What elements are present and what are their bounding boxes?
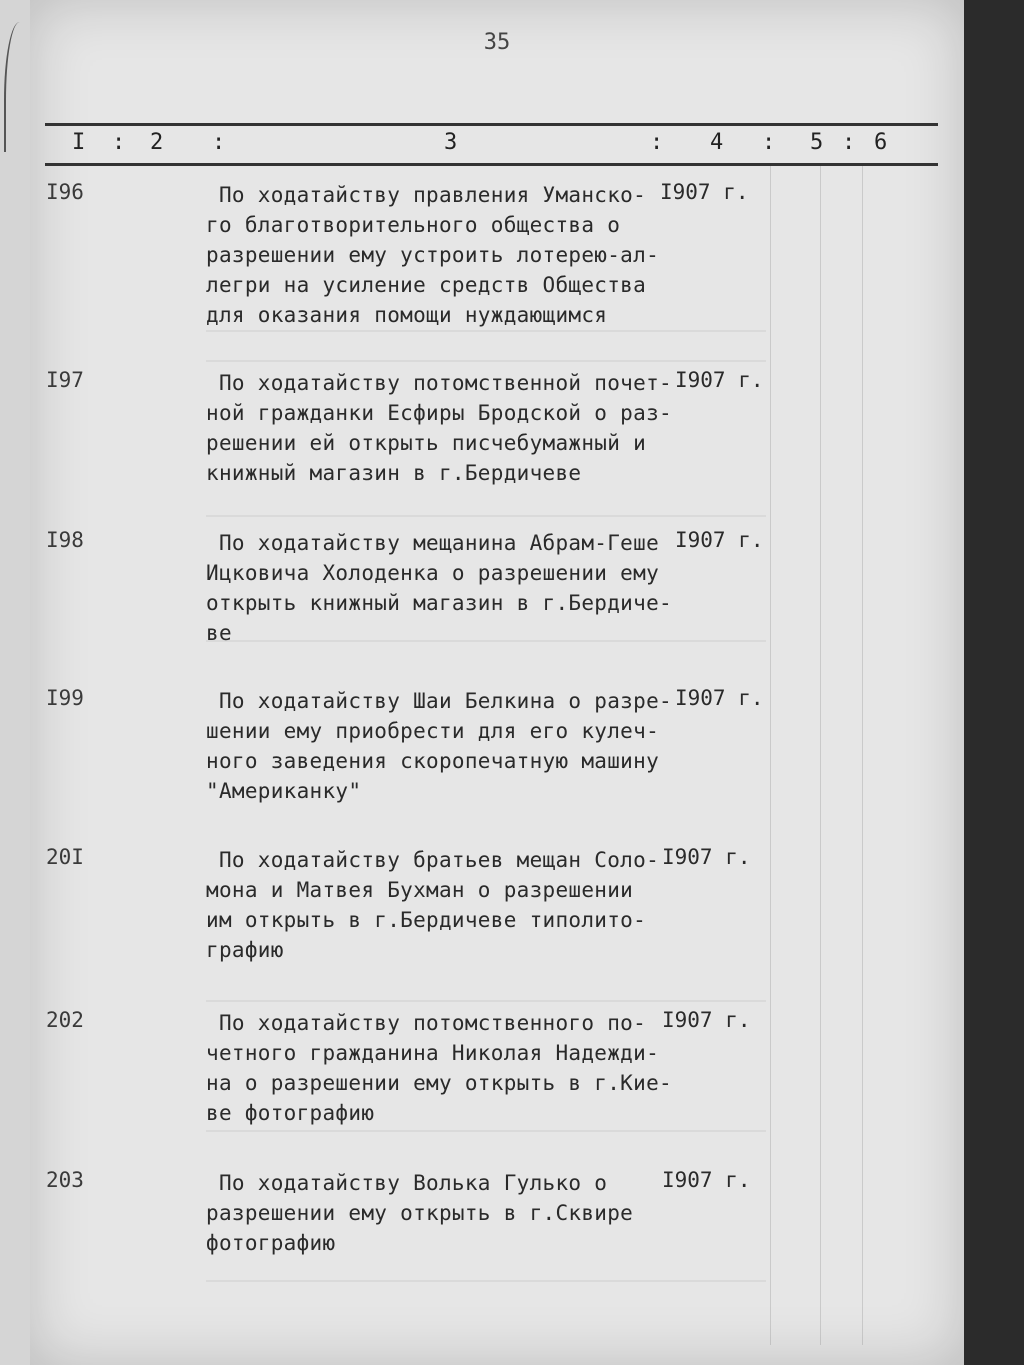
entry-text-line: легри на усиление средств Общества: [206, 273, 647, 297]
entry-text-line: го благотворительного общества о: [206, 213, 621, 237]
entry-number: I97: [46, 368, 84, 392]
entry-year: I907 г.: [660, 180, 749, 204]
entry-year: I907 г.: [675, 368, 764, 392]
column-guide: [820, 166, 821, 1345]
entry-text-line: Ицковича Холоденка о разрешении ему: [206, 561, 660, 585]
header-rule-top: [45, 123, 938, 126]
entry-number: I96: [46, 180, 84, 204]
entry-year: I907 г.: [662, 845, 751, 869]
binding-strip: [0, 0, 31, 1365]
entry-number: 202: [46, 1008, 84, 1032]
column-guide: [770, 166, 771, 1345]
bleed-through: [206, 360, 766, 362]
entry-text-line: ве фотографию: [206, 1101, 375, 1125]
entry-text-line: По ходатайству правления Уманско-: [206, 183, 647, 207]
entry-text-line: "Американку": [206, 779, 362, 803]
entry-text-line: фотографию: [206, 1231, 336, 1255]
header-sep: :: [650, 130, 664, 155]
bleed-through: [206, 1000, 766, 1002]
entry-text-line: разрешении ему устроить лотерею-ал-: [206, 243, 660, 267]
entry-text-line: решении ей открыть писчебумажный и: [206, 431, 647, 455]
entry-number: 20I: [46, 845, 84, 869]
bleed-through: [206, 1280, 766, 1282]
header-sep: :: [212, 130, 226, 155]
entry-text-line: По ходатайству Шаи Белкина о разре-: [206, 689, 672, 713]
bleed-through: [206, 640, 766, 642]
entry-text-line: книжный магазин в г.Бердичеве: [206, 461, 582, 485]
entry-text-line: шении ему приобрести для его кулеч-: [206, 719, 660, 743]
entry-text-line: им открыть в г.Бердичеве типолито-: [206, 908, 647, 932]
header-sep: :: [112, 130, 126, 155]
entry-number: I99: [46, 686, 84, 710]
entry-number: 203: [46, 1168, 84, 1192]
entry-text-line: графию: [206, 938, 284, 962]
entry-text-line: на о разрешении ему открыть в г.Кие-: [206, 1071, 672, 1095]
entry-text-line: По ходатайству Волька Гулько о: [206, 1171, 608, 1195]
entry-text-line: четного гражданина Николая Надежди-: [206, 1041, 660, 1065]
entry-year: I907 г.: [675, 528, 764, 552]
header-col-3: 3: [444, 130, 458, 155]
header-col-6: 6: [874, 130, 888, 155]
header-rule-bottom: [45, 163, 938, 166]
entry-text-line: разрешении ему открыть в г.Сквире: [206, 1201, 634, 1225]
bleed-through: [206, 330, 766, 332]
entry-text-line: По ходатайству потомственной почет-: [206, 371, 672, 395]
bleed-through: [206, 515, 766, 517]
header-col-5: 5: [810, 130, 824, 155]
header-sep: :: [842, 130, 856, 155]
entry-text-line: По ходатайству мещанина Абрам-Геше: [206, 531, 660, 555]
header-col-2: 2: [150, 130, 164, 155]
header-col-4: 4: [710, 130, 724, 155]
entry-text-line: мона и Матвея Бухман о разрешении: [206, 878, 634, 902]
margin-mark: [4, 22, 30, 152]
entry-year: I907 г.: [662, 1008, 751, 1032]
bleed-through: [206, 1130, 766, 1132]
entry-text-line: для оказания помощи нуждающимся: [206, 303, 608, 327]
entry-text-line: По ходатайству братьев мещан Соло-: [206, 848, 660, 872]
entry-text-line: ве: [206, 621, 232, 645]
column-guide: [862, 166, 863, 1345]
entry-text-line: По ходатайству потомственного по-: [206, 1011, 647, 1035]
entry-number: I98: [46, 528, 84, 552]
page-number: 35: [483, 30, 511, 55]
entry-text-line: ного заведения скоропечатную машину: [206, 749, 660, 773]
scan-background: [964, 0, 1024, 1365]
entry-year: I907 г.: [675, 686, 764, 710]
header-sep: :: [762, 130, 776, 155]
header-col-1: I: [72, 130, 86, 155]
entry-text-line: ной гражданки Есфиры Бродской о раз-: [206, 401, 672, 425]
entry-text-line: открыть книжный магазин в г.Бердиче-: [206, 591, 672, 615]
entry-year: I907 г.: [662, 1168, 751, 1192]
document-page: [30, 0, 964, 1365]
